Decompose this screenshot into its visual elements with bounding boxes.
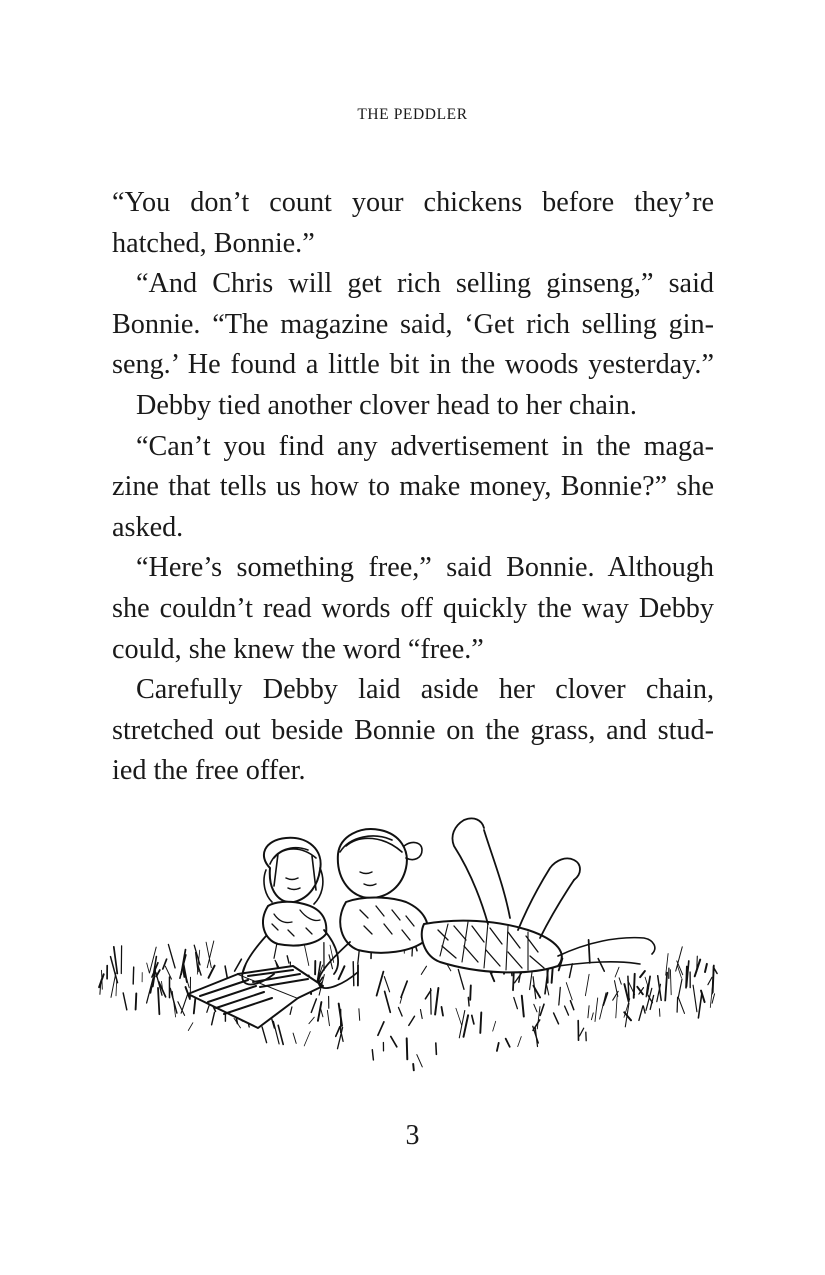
body-text [112, 183, 714, 792]
text-line: hatched, Bonnie.” [112, 227, 315, 259]
text-line: Carefully Debby laid aside her clover chain, [136, 674, 714, 706]
text-line: she couldn’t read words off quickly the way Debby [112, 592, 714, 624]
text-line: seng.’ He found a little bit in the woods yesterday.” [112, 349, 714, 381]
magazine-icon [188, 966, 323, 1028]
text-line: “And Chris will get rich selling ginseng,” said [136, 268, 714, 300]
girl-bonnie-icon [319, 818, 655, 988]
text-line: “Here’s something free,” said Bonnie. Although [136, 552, 714, 584]
text-line: stretched out beside Bonnie on the grass, and stud- [112, 714, 714, 746]
text-line: zine that tells us how to make money, Bonnie?” she [112, 471, 714, 503]
text-line: Bonnie. “The magazine said, ‘Get rich selling gin- [112, 308, 714, 340]
text-line: ied the free offer. [112, 755, 306, 787]
text-line: “Can’t you find any advertisement in the maga- [136, 430, 714, 462]
running-head: THE PEDDLER [357, 106, 468, 123]
text-line: “You don’t count your chickens before they’re [112, 187, 714, 218]
text-line: Debby tied another clover head to her chain. [136, 389, 637, 421]
text-line: could, she knew the word “free.” [112, 633, 484, 665]
text-line: asked. [112, 511, 184, 543]
page-number: 3 [405, 1120, 420, 1151]
two-girls-reading-on-grass-illustration [88, 806, 738, 1106]
